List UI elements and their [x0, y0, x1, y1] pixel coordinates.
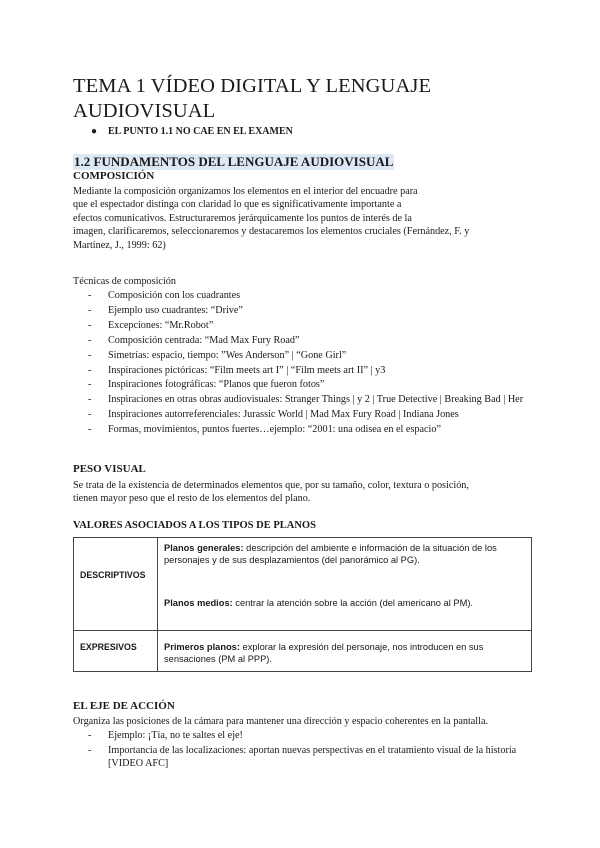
paragraph-line: tienen mayor peso que el resto de los elementos del plano.	[73, 493, 311, 505]
eje-heading: EL EJE DE ACCIÓN	[73, 700, 175, 712]
dash-marker: -	[88, 379, 92, 391]
list-item-text: Excepciones: “Mr.Robot”	[108, 319, 214, 331]
dash-marker: -	[88, 334, 92, 346]
table-cell-planos-generales	[164, 542, 526, 567]
list-item-text: Ejemplo: ¡Tía, no te saltes el eje!	[108, 730, 243, 741]
list-item	[88, 378, 528, 391]
paragraph-line: efectos comunicativos. Estructuraremos jerárquicamente los puntos de interés de la	[73, 212, 412, 224]
paragraph-line: que el espectador distinga con claridad lo que es significativamente importante a	[73, 199, 402, 211]
composicion-paragraph	[73, 185, 533, 252]
cell-term: Planos medios:	[164, 598, 233, 608]
dash-marker: -	[88, 409, 92, 421]
document-title	[73, 74, 543, 124]
table-cell-primeros-planos	[164, 641, 526, 666]
dash-marker: -	[88, 744, 92, 756]
list-item-text: Inspiraciones en otras obras audiovisuales: Stranger Things | y 2 | True Detective | Breaking Bad | Her	[108, 394, 524, 406]
tecnicas-label-text: Técnicas de composición	[73, 276, 176, 287]
paragraph-line: Martínez, J., 1999: 62)	[73, 239, 166, 251]
composicion-heading: COMPOSICIÓN	[73, 170, 155, 182]
list-item-text: Inspiraciones pictóricas: “Film meets art I” | “Film meets art II” | y3	[108, 364, 386, 376]
paragraph-line: Mediante la composición organizamos los elementos en el interior del encuadre para	[73, 186, 418, 197]
paragraph-line: Organiza las posiciones de la cámara para mantener una dirección y espacio coherentes en la pantalla.	[73, 716, 489, 727]
dash-marker: -	[88, 349, 92, 361]
list-item	[88, 319, 528, 332]
list-item-text: Composición centrada: “Mad Max Fury Road”	[108, 334, 300, 346]
list-item	[88, 408, 528, 421]
tecnicas-label	[73, 275, 533, 288]
paragraph-line: imagen, clarificaremos, seleccionaremos y destacaremos los elementos cruciales (Fernández, F. y	[73, 226, 470, 238]
list-item-text: Inspiraciones autorreferenciales: Jurassic World | Mad Max Fury Road | Indiana Jones	[108, 409, 459, 421]
dash-marker: -	[88, 424, 92, 436]
cell-text: explorar la expresión del personaje, nos introducen en sus sensaciones (PM al PPP).	[164, 642, 484, 665]
dash-marker: -	[88, 290, 92, 301]
peso-visual-paragraph	[73, 479, 533, 506]
exam-note-text: EL PUNTO 1.1 NO CAE EN EL EXAMEN	[108, 126, 293, 137]
dash-marker: -	[88, 730, 92, 741]
eje-paragraph	[73, 715, 543, 728]
paragraph-line: Se trata de la existencia de determinados elementos que, por su tamaño, color, textura o posición,	[73, 480, 469, 491]
cell-term: Primeros planos:	[164, 642, 240, 652]
section-heading: 1.2 FUNDAMENTOS DEL LENGUAJE AUDIOVISUAL	[74, 154, 394, 169]
row-label-descriptivos: DESCRIPTIVOS	[80, 570, 146, 580]
eje-list	[88, 729, 528, 772]
peso-visual-heading: PESO VISUAL	[73, 463, 146, 475]
cell-text: descripción del ambiente e información de la situación de los personajes y de sus desplazamientos (del panorámico al PG).	[164, 543, 497, 566]
list-item-text: Simetrías: espacio, tiempo: ”Wes Anderson” | “Gone Girl”	[108, 349, 347, 361]
table-cell-planos-medios	[164, 597, 526, 609]
dash-marker: -	[88, 364, 92, 376]
table-divider	[74, 630, 531, 631]
list-item	[88, 364, 528, 377]
planos-table	[73, 537, 532, 672]
list-item	[88, 349, 528, 362]
table-divider	[157, 538, 158, 671]
list-item	[88, 393, 528, 406]
cell-text: centrar la atención sobre la acción (del americano al PM).	[232, 598, 474, 608]
valores-heading: VALORES ASOCIADOS A LOS TIPOS DE PLANOS	[73, 520, 316, 531]
list-item	[88, 289, 528, 302]
list-item-text: Importancia de las localizaciones: aportan nuevas perspectivas en el tratamiento visual de la historia [VIDEO AFC]	[108, 744, 517, 770]
list-item	[88, 423, 528, 436]
tecnicas-list	[88, 289, 528, 438]
title-line: TEMA 1 VÍDEO DIGITAL Y LENGUAJE	[73, 75, 432, 97]
row-label-expresivos: EXPRESIVOS	[80, 642, 137, 652]
list-item	[88, 334, 528, 347]
list-item-text: Inspiraciones fotográficas: “Planos que fueron fotos”	[108, 379, 325, 391]
list-item	[88, 744, 528, 771]
list-item	[88, 729, 528, 742]
list-item	[88, 304, 528, 317]
list-item-text: Formas, movimientos, puntos fuertes…ejemplo: “2001: una odisea en el espacio”	[108, 424, 441, 436]
title-line: AUDIOVISUAL	[73, 100, 216, 122]
list-item-text: Composición con los cuadrantes	[108, 290, 241, 301]
dash-marker: -	[88, 304, 92, 316]
list-item-text: Ejemplo uso cuadrantes: “Drive”	[108, 304, 243, 316]
dash-marker: -	[88, 394, 92, 406]
cell-term: Planos generales:	[164, 543, 244, 553]
dash-marker: -	[88, 319, 92, 331]
bullet-icon: ●	[91, 126, 98, 137]
